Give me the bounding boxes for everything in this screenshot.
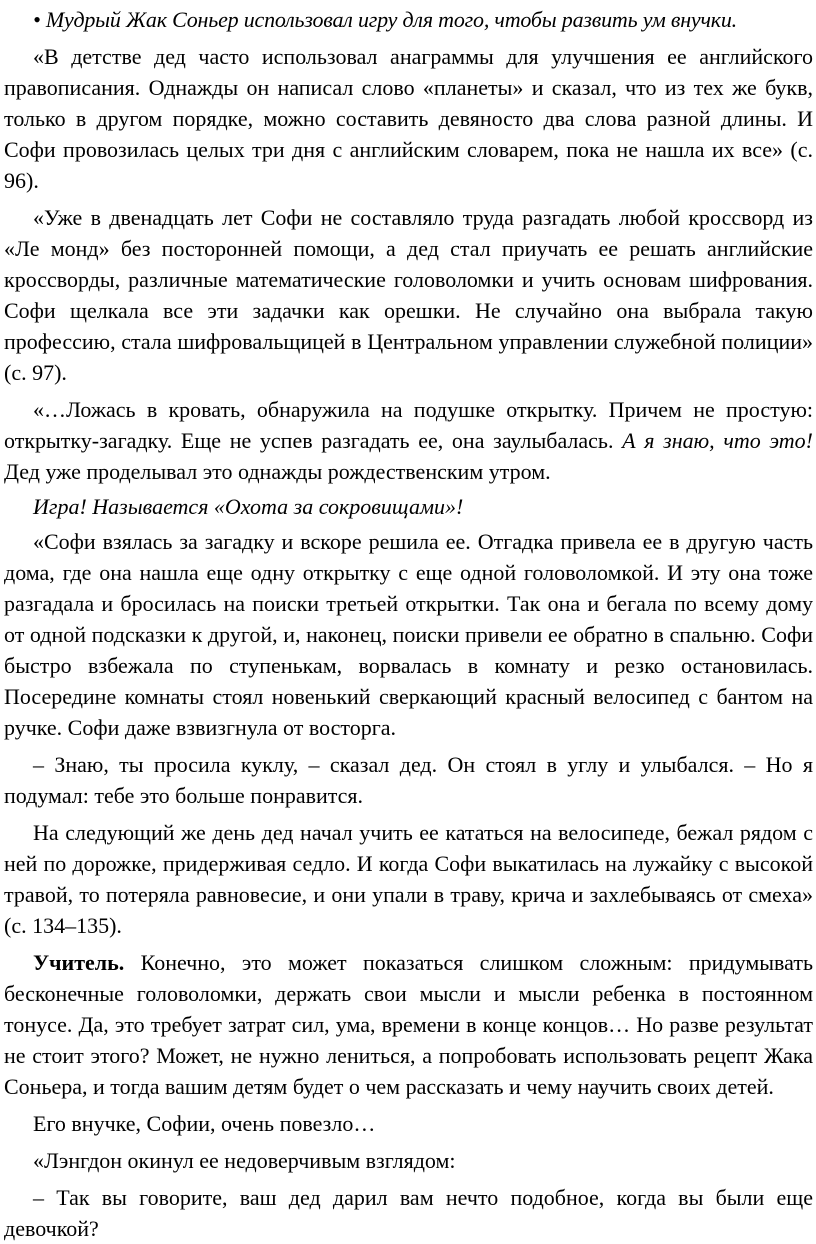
paragraph-text: – Так вы говорите, ваш дед дарил вам нечто подобное, когда вы были еще девочкой? — [4, 1185, 813, 1241]
paragraph-lucky — [4, 1108, 813, 1139]
paragraph-game-title — [4, 491, 813, 522]
paragraph-text: «Лэнгдон окинул ее недоверчивым взглядом: — [33, 1148, 456, 1173]
paragraph-langdon — [4, 1145, 813, 1176]
paragraph-bicycle — [4, 817, 813, 941]
paragraph-question — [4, 1182, 813, 1244]
paragraph-text: Конечно, это может показаться слишком сложным: придумывать бесконечные головоломки, держать свои мысли и мысли ребенка в постоянном тонусе. Да, это требует затрат сил, ума, времени в конце концов… Но разве результат не стоит этого? Может, не нужно лениться, а попробовать использовать рецепт Жака Соньера, и тогда вашим детям будет о чем рассказать и чему научить своих детей. — [4, 950, 813, 1099]
paragraph-postcard — [4, 394, 813, 487]
paragraph-anagrams — [4, 41, 813, 196]
paragraph-text: «Софи взялась за загадку и вскоре решила ее. Отгадка привела ее в другую часть дома, где она нашла еще одну открытку с еще одной головоломкой. И эту она тоже разгадала и бросилась на поиски третьей открытки. Так она и бегала по всему дому от одной подсказки к другой, и, наконец, поиски привели ее обратно в спальню. Софи быстро взбежала по ступенькам, ворвалась в комнату и резко остановилась. Посередине комнаты стоял новенький сверкающий красный велосипед с бантом на ручке. Софи даже взвизгнула от восторга. — [4, 529, 813, 740]
bullet-marker: • — [33, 7, 41, 32]
paragraph-text: «В детстве дед часто использовал анаграммы для улучшения ее английского правописания. Однажды он написал слово «планеты» и сказал, что из тех же букв, только в другом порядке, можно составить девяносто два слова разной длины. И Софи провозилась целых три дня с английским словарем, пока не нашла их все» (с. 96). — [4, 44, 813, 193]
paragraph-crosswords — [4, 202, 813, 388]
paragraph-text: «Уже в двенадцать лет Софи не составляло труда разгадать любой кроссворд из «Ле монд» без посторонней помощи, а дед стал приучать ее решать английские кроссворды, различные математические головоломки и учить основам шифрования. Софи щелкала все эти задачки как орешки. Не случайно она выбрала такую профессию, стала шифровальщицей в Центральном управлении служебной полиции» (с. 97). — [4, 205, 813, 385]
paragraph-text: На следующий же день дед начал учить ее кататься на велосипеде, бежал рядом с ней по дорожке, придерживая седло. И когда Софи выкатилась на лужайку с высокой травой, то потеряла равновесие, и они упали в траву, крича и захлебываясь от смеха» (с. 134–135). — [4, 820, 813, 938]
lead-line — [4, 4, 813, 35]
italic-line: Игра! Называется «Охота за сокровищами»! — [33, 494, 464, 519]
lead-text: Мудрый Жак Соньер использовал игру для того, чтобы развить ум внучки. — [45, 7, 737, 32]
bold-label: Учитель. — [33, 950, 125, 975]
paragraph-text: Дед уже проделывал это однажды рождественским утром. — [4, 459, 551, 484]
paragraph-teacher — [4, 947, 813, 1102]
paragraph-text: «…Ложась в кровать, обнаружила на подушке открытку. Причем не простую: открытку-загадку. Еще не успев разгадать ее, она заулыбалась. — [4, 397, 813, 453]
paragraph-text: – Знаю, ты просила куклу, – сказал дед. Он стоял в углу и улыбался. – Но я подумал: тебе это больше понравится. — [4, 752, 813, 808]
italic-phrase: А я знаю, что это! — [622, 428, 814, 453]
paragraph-doll — [4, 749, 813, 811]
paragraph-treasure-hunt — [4, 526, 813, 743]
paragraph-text: Его внучке, Софии, очень повезло… — [33, 1111, 376, 1136]
